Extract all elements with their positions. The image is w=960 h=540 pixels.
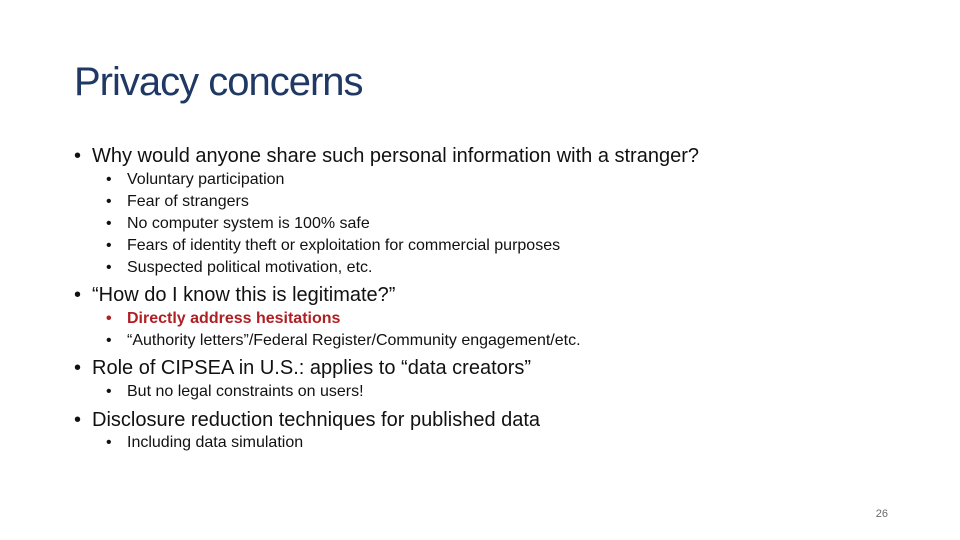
page-number: 26 — [875, 508, 888, 520]
bullet-glyph: • — [106, 171, 112, 188]
bullet-glyph: • — [106, 434, 112, 451]
sub-bullet-item — [106, 257, 372, 279]
sub-bullet-text: “Authority letters”/Federal Register/Community engagement/etc. — [127, 332, 581, 349]
bullet-text: Why would anyone share such personal information with a stranger? — [92, 145, 699, 167]
sub-bullet-text: Including data simulation — [127, 434, 304, 451]
bullet-item — [74, 142, 699, 170]
bullet-glyph: • — [74, 409, 82, 431]
bullet-text: “How do I know this is legitimate?” — [92, 284, 396, 306]
sub-bullet-text: Directly address hesitations — [127, 310, 341, 327]
bullet-item — [74, 354, 531, 382]
bullet-glyph: • — [106, 215, 112, 232]
bullet-glyph: • — [106, 193, 112, 210]
sub-bullet-text: Voluntary participation — [127, 171, 285, 188]
sub-bullet-text: No computer system is 100% safe — [127, 215, 370, 232]
bullet-glyph: • — [106, 332, 112, 349]
slide-title: Privacy concerns — [74, 60, 363, 104]
bullet-glyph: • — [106, 383, 112, 400]
bullet-glyph: • — [74, 357, 82, 379]
bullet-item — [74, 406, 540, 434]
sub-bullet-item — [106, 169, 284, 191]
bullet-item — [74, 281, 395, 309]
sub-bullet-item — [106, 213, 370, 235]
bullet-glyph: • — [74, 145, 82, 167]
sub-bullet-text: Suspected political motivation, etc. — [127, 259, 373, 276]
sub-bullet-text: Fear of strangers — [127, 193, 249, 210]
sub-bullet-text: Fears of identity theft or exploitation for commercial purposes — [127, 237, 561, 254]
sub-bullet-item — [106, 191, 249, 213]
bullet-text: Disclosure reduction techniques for published data — [92, 409, 541, 431]
bullet-text: Role of CIPSEA in U.S.: applies to “data creators” — [92, 357, 532, 379]
sub-bullet-text: But no legal constraints on users! — [127, 383, 364, 400]
sub-bullet-item — [106, 381, 364, 403]
bullet-glyph: • — [106, 259, 112, 276]
sub-bullet-item-highlight — [106, 308, 340, 330]
sub-bullet-item — [106, 432, 303, 454]
sub-bullet-item — [106, 330, 581, 352]
bullet-glyph: • — [106, 310, 112, 327]
bullet-glyph: • — [74, 284, 82, 306]
bullet-glyph: • — [106, 237, 112, 254]
sub-bullet-item — [106, 235, 560, 257]
